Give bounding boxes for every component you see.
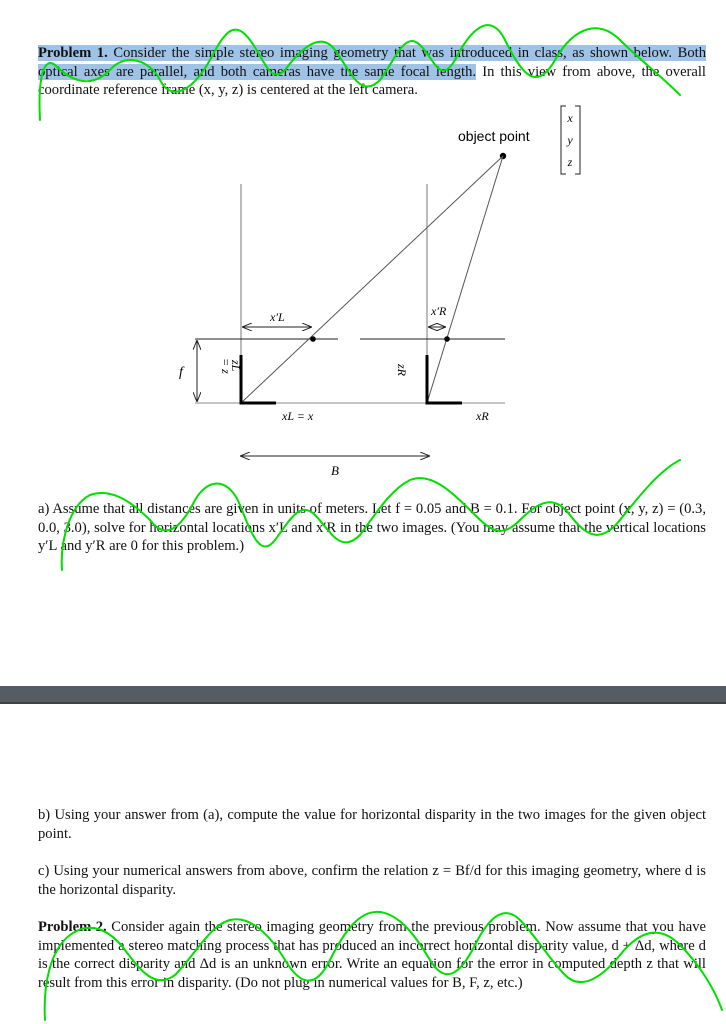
- right-image-point: [444, 336, 450, 342]
- object-vector: [561, 106, 580, 174]
- problem1-intro-line3b: the overall coordinate reference frame (x, y, z) is centered at the left camera.: [38, 63, 706, 99]
- problem2-line5: for B, F, z, etc.): [431, 974, 523, 991]
- problem1-intro-line3a: In this view from above,: [482, 63, 636, 80]
- vector-y: y: [567, 133, 573, 147]
- right-camera-axes: [427, 355, 462, 403]
- part-c-line2: where d is the horizontal disparity.: [38, 863, 706, 898]
- xR-prime-label: x′R: [431, 304, 447, 318]
- xL-eq-label: xL = x: [282, 409, 314, 423]
- problem2-line2: you have implemented a stereo matching process that has produced an incorrect horizontal disparity: [38, 919, 707, 954]
- problem2-heading: Problem 2.: [38, 919, 107, 935]
- left-camera-axes: [241, 355, 276, 403]
- B-label: B: [331, 463, 339, 478]
- problem1-intro-line1: Consider the simple stereo imaging geometry that was introduced in class, as shown below.: [113, 45, 673, 61]
- problem1-intro-line2: Both optical axes are parallel, and both cameras have the same focal length.: [38, 45, 707, 80]
- zL-label: zL: [229, 360, 243, 372]
- object-point-label: object point: [458, 128, 530, 144]
- problem2-line4: error in computed depth z that will result from this error in disparity. (Do not plug in numerical values: [38, 956, 706, 991]
- problem1-heading: Problem 1.: [38, 45, 108, 61]
- problem2-text: [38, 918, 706, 992]
- part-c-text: [38, 862, 706, 899]
- problem2-line3: value, d + Δd, where d is the correct disparity and Δd is an unknown error. Write an equation for the: [38, 937, 706, 973]
- stereo-geometry-diagram: [0, 0, 726, 500]
- part-a-line2: (x, y, z) = (0.3, 0.0, 3.0), solve for horizontal locations x′L and x′R in the two images. (You may assume: [38, 501, 706, 536]
- vector-z: z: [567, 155, 573, 169]
- left-image-point: [310, 336, 316, 342]
- part-a-text: [38, 500, 706, 556]
- f-label: f: [179, 365, 183, 380]
- part-b-text: [38, 806, 706, 843]
- part-b-line2: given object point.: [38, 807, 706, 842]
- xL-prime-label: x′L: [270, 310, 285, 324]
- right-ray: [427, 156, 503, 403]
- part-b-line1: b) Using your answer from (a), compute the value for horizontal disparity in the two images for the: [38, 807, 630, 823]
- vector-x: x: [567, 111, 573, 125]
- left-ray: [241, 156, 503, 403]
- xR-label: xR: [476, 409, 489, 423]
- problem2-line1: Consider again the stereo imaging geometry from the previous problem. Now assume that: [111, 919, 648, 935]
- part-a-line3: that the vertical locations y′L and y′R are 0 for this problem.): [38, 519, 706, 555]
- page-2: [0, 704, 726, 1024]
- part-a-line1: a) Assume that all distances are given in units of meters. Let f = 0.05 and B = 0.1. For object point: [38, 501, 615, 517]
- zL-eq-label: = z: [219, 358, 233, 374]
- zR-label: zR: [395, 364, 409, 376]
- part-c-line1: c) Using your numerical answers from above, confirm the relation z = Bf/d for this imaging geometry,: [38, 863, 642, 879]
